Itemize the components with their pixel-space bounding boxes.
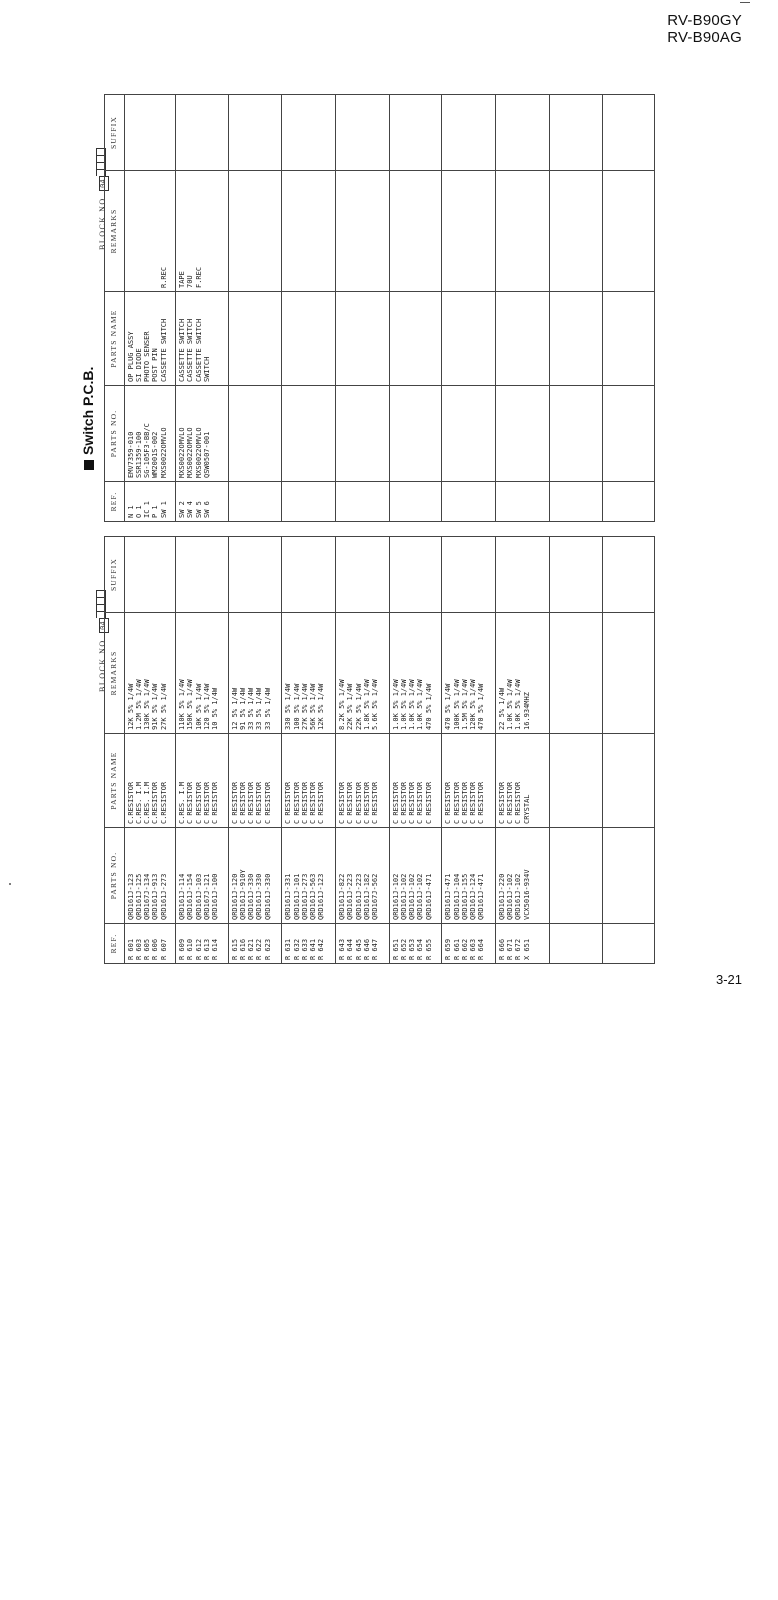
- suffix-cell: [389, 537, 442, 613]
- remarks-cell: 330 5% 1/4W 100 5% 1/4W 27K 5% 1/4W 56K 5% 1/4W 12K 5% 1/4W: [282, 613, 336, 734]
- corner-mark: [740, 2, 750, 3]
- section-title: [80, 360, 98, 470]
- ref-cell: R 651 R 652 R 653 R 654 R 655: [389, 924, 442, 964]
- parts-name-cell: C.RESISTOR C.RES. I.M C.RES. I.M C.RESISTOR C.RESISTOR: [124, 734, 175, 828]
- remarks-cell: 470 5% 1/4W 100K 5% 1/4W 1.5M 5% 1/4W 120K 5% 1/4W 470 5% 1/4W: [442, 613, 496, 734]
- suffix-cell: [124, 537, 175, 613]
- table-row: [228, 537, 282, 964]
- parts-name-cell: C RESISTOR C RESISTOR C RESISTOR C RESISTOR C RESISTOR: [389, 734, 442, 828]
- suffix-cell: [336, 537, 390, 613]
- ref-cell: R 643 R 644 R 645 R 646 R 647: [336, 924, 390, 964]
- table-row-empty: [603, 537, 655, 964]
- table-row-empty: [549, 537, 603, 964]
- ref-cell: R 615 R 616 R 621 R 622 R 623: [228, 924, 282, 964]
- suffix-cell: [282, 537, 336, 613]
- parts-no-cell: QRD161J-114 QRD161J-154 QRD161J-103 QRD167J-121 QRD161J-100: [176, 828, 229, 924]
- ref-cell: R 659 R 661 R 662 R 663 R 664: [442, 924, 496, 964]
- table-row-empty: [603, 95, 655, 522]
- ref-cell: R 666 R 671 R 672 X 651: [496, 924, 550, 964]
- table-row-empty: [549, 95, 603, 522]
- remarks-cell: 22 5% 1/4W 1.0K 5% 1/4W 1.0K 5% 1/4W 16.934MHZ: [496, 613, 550, 734]
- bullet-square-icon: [84, 460, 94, 470]
- remarks-cell: 8.2K 5% 1/4W 22K 5% 1/4W 22K 5% 1/4W 1.8K 5% 1/4W 5.6K 5% 1/4W: [336, 613, 390, 734]
- block-label: BLOCK NO.: [98, 635, 107, 692]
- ref-cell: R 609 R 610 R 612 R 613 R 614: [176, 924, 229, 964]
- remarks-cell: 1.0K 5% 1/4W 1.0K 5% 1/4W 1.0K 5% 1/4W 1.0K 5% 1/4W 470 5% 1/4W: [389, 613, 442, 734]
- parts-no-cell: QRD161J-102 QRD161J-102 QRD161J-102 QRD161J-102 QRD161J-471: [389, 828, 442, 924]
- block-code: 04: [99, 618, 109, 632]
- remarks-cell: TAPE 70U F.REC: [176, 171, 229, 292]
- block-code: 04: [99, 176, 109, 190]
- suffix-cell: [496, 537, 550, 613]
- table-row-empty: [336, 95, 390, 522]
- parts-name-cell: OP PLUG ASSY SI DIODE PHOTO SENSER POST PIN CASSETTE SWITCH: [124, 292, 175, 386]
- section-title-text: Switch P.C.B.: [80, 366, 96, 455]
- model-number-header: [667, 12, 742, 46]
- col-header-suffix: SUFFIX: [105, 537, 125, 613]
- table-row: [336, 537, 390, 964]
- model-number-2: RV-B90AG: [667, 29, 742, 46]
- remarks-cell: R.REC: [124, 171, 175, 292]
- parts-no-cell: EMV7359-010 SSR1359-100 SG-105F3-BB/C WM2001S-002 MXS0022OMVLO: [124, 386, 175, 482]
- ref-cell: R 631 R 632 R 633 R 641 R 642: [282, 924, 336, 964]
- col-header-remarks: REMARKS: [105, 171, 125, 292]
- parts-table-top: [104, 95, 655, 522]
- parts-name-cell: C RESISTOR C RESISTOR C RESISTOR C RESISTOR C RESISTOR: [282, 734, 336, 828]
- suffix-cell: [176, 537, 229, 613]
- col-header-ref: REF.: [105, 482, 125, 522]
- ref-cell: N 1 O 1 IC 1 P 1 SW 1: [124, 482, 175, 522]
- table-row: [124, 537, 175, 964]
- block-label: BLOCK NO.: [98, 193, 107, 250]
- table-row: [389, 537, 442, 964]
- remarks-cell: 110K 5% 1/4W 150K 5% 1/4W 10K 5% 1/4W 120 5% 1/4W 10 5% 1/4W: [176, 613, 229, 734]
- table-row: [176, 537, 229, 964]
- col-header-remarks: REMARKS: [105, 613, 125, 734]
- parts-table: [104, 536, 655, 964]
- ref-cell: SW 2 SW 4 SW 5 SW 6: [176, 482, 229, 522]
- parts-no-cell: QRD161J-120 QRD161J-910Y QRD161J-330 QRD161J-330 QRD161J-330: [228, 828, 282, 924]
- suffix-cell: [228, 537, 282, 613]
- parts-no-cell: QRD161J-471 QRD161J-104 QRD161J-155 QRD161J-124 QRD161J-471: [442, 828, 496, 924]
- table-row-empty: [282, 95, 336, 522]
- parts-no-cell: MXS0022OMVLO MXS0022OMVLO MXS0022OMVLO QSW0507-001: [176, 386, 229, 482]
- parts-name-cell: CASSETTE SWITCH CASSETTE SWITCH CASSETTE SWITCH SWITCH: [176, 292, 229, 386]
- parts-no-cell: QRD161J-331 QRD161J-101 QRD161J-273 QRD161J-563 QRD161J-123: [282, 828, 336, 924]
- model-number-1: RV-B90GY: [667, 12, 742, 29]
- col-header-parts-name: PARTS NAME: [105, 734, 125, 828]
- table-row: [496, 537, 550, 964]
- table-row-empty: [389, 95, 442, 522]
- parts-name-cell: C RESISTOR C RESISTOR C RESISTOR C RESISTOR C RESISTOR: [442, 734, 496, 828]
- table-row: [176, 95, 229, 522]
- table-row-empty: [496, 95, 550, 522]
- parts-no-cell: QRD161J-220 QRD161J-102 QRD161J-102 VCX5016-934V: [496, 828, 550, 924]
- parts-no-cell: QRD161J-822 QRD161J-223 QRD161J-223 QRD161J-182 QRD167J-562: [336, 828, 390, 924]
- col-header-parts-no: PARTS NO.: [105, 828, 125, 924]
- col-header-parts-name: PARTS NAME: [105, 292, 125, 386]
- suffix-cell: [124, 95, 175, 171]
- table-row: [124, 95, 175, 522]
- parts-name-cell: C RESISTOR C RESISTOR C RESISTOR C RESISTOR C RESISTOR: [228, 734, 282, 828]
- table-row-empty: [228, 95, 282, 522]
- table-header-row: [105, 95, 125, 522]
- scan-speck: [9, 883, 11, 885]
- remarks-cell: 12K 5% 1/4W 1.2M 5% 1/4W 130K 5% 1/4W 91K 5% 1/4W 27K 5% 1/4W: [124, 613, 175, 734]
- remarks-cell: 12 5% 1/4W 91 5% 1/4W 33 5% 1/4W 33 5% 1/4W 33 5% 1/4W: [228, 613, 282, 734]
- table-header-row: [105, 537, 125, 964]
- suffix-cell: [442, 537, 496, 613]
- table-row: [442, 537, 496, 964]
- ref-cell: R 601 R 603 R 605 R 606 R 607: [124, 924, 175, 964]
- suffix-cell: [176, 95, 229, 171]
- table-row-empty: [442, 95, 496, 522]
- parts-name-cell: C.RES. I.M C RESISTOR C RESISTOR C RESISTOR C RESISTOR: [176, 734, 229, 828]
- col-header-suffix: SUFFIX: [105, 95, 125, 171]
- col-header-parts-no: PARTS NO.: [105, 386, 125, 482]
- parts-table: [104, 94, 655, 522]
- page-number: 3-21: [715, 972, 742, 987]
- table-row: [282, 537, 336, 964]
- parts-name-cell: C RESISTOR C RESISTOR C RESISTOR CRYSTAL: [496, 734, 550, 828]
- parts-name-cell: C RESISTOR C RESISTOR C RESISTOR C RESISTOR C RESISTOR: [336, 734, 390, 828]
- col-header-ref: REF.: [105, 924, 125, 964]
- parts-table-bottom: [104, 537, 655, 964]
- parts-no-cell: QRD161J-123 QRD161J-125 QRD167J-134 QRD161J-913 QRD161J-273: [124, 828, 175, 924]
